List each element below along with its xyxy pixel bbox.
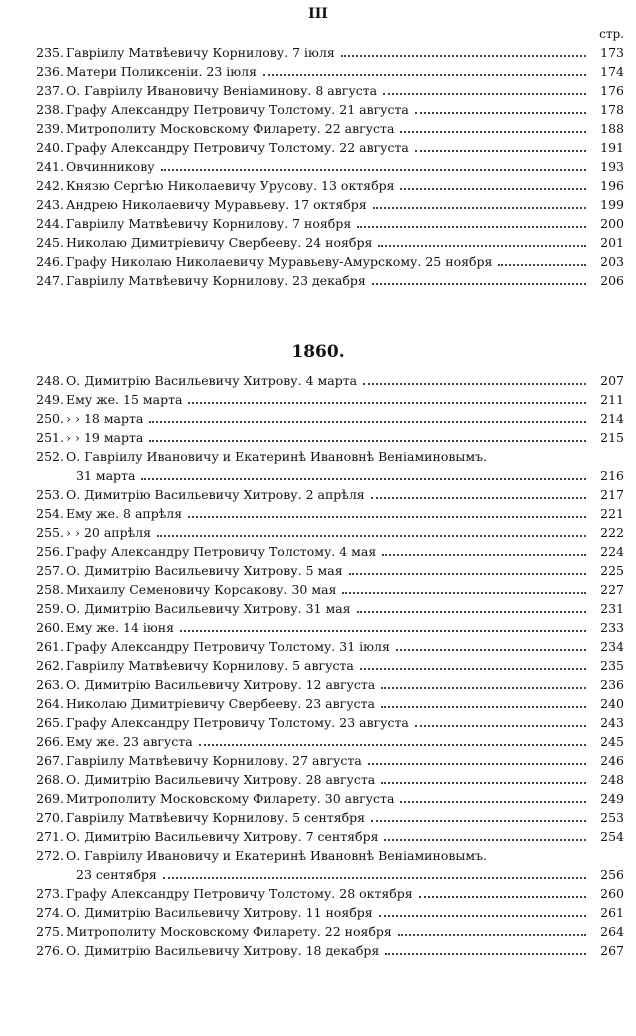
entry-number: 275. xyxy=(36,924,64,939)
leader-dots xyxy=(188,401,586,404)
entry-page: 214 xyxy=(600,411,624,426)
entry-number: 263. xyxy=(36,677,64,692)
leader-dots xyxy=(157,534,586,537)
entry-page: 264 xyxy=(600,924,624,939)
toc-entry xyxy=(0,523,636,542)
entry-number: 256. xyxy=(36,544,64,559)
toc-entry xyxy=(0,941,636,960)
entry-page: 211 xyxy=(600,392,624,407)
entry-title: Гаврiилу Матвѣевичу Корнилову. 23 декабря xyxy=(66,273,366,288)
entry-number: 267. xyxy=(36,753,64,768)
entry-number: 238. xyxy=(36,102,64,117)
leader-dots xyxy=(383,92,586,95)
entry-page: 224 xyxy=(600,544,624,559)
entry-page: 193 xyxy=(600,159,624,174)
entry-title: Гаврiилу Матвѣевичу Корнилову. 27 августа xyxy=(66,753,362,768)
entry-number: 264. xyxy=(36,696,64,711)
entry-title: Графу Александру Петровичу Толстому. 23 августа xyxy=(66,715,409,730)
leader-dots xyxy=(141,477,586,480)
entry-number: 251. xyxy=(36,430,64,445)
entry-number: 270. xyxy=(36,810,64,825)
toc-entry xyxy=(0,100,636,119)
entry-number: 237. xyxy=(36,83,64,98)
entry-page: 248 xyxy=(600,772,624,787)
entry-number: 265. xyxy=(36,715,64,730)
entry-number: 261. xyxy=(36,639,64,654)
entry-title: О. Димитрiю Васильевичу Хитрову. 2 апрѣля xyxy=(66,487,365,502)
entry-title: Ему же. 14 iюня xyxy=(66,620,174,635)
toc-entry-continuation xyxy=(0,466,636,485)
entry-page: 215 xyxy=(600,430,624,445)
leader-dots xyxy=(161,168,586,171)
toc-entry xyxy=(0,789,636,808)
entry-title: О. Димитрiю Васильевичу Хитрову. 4 марта xyxy=(66,373,358,388)
leader-dots xyxy=(415,724,586,727)
entry-number: 246. xyxy=(36,254,64,269)
entry-page: 267 xyxy=(600,943,624,958)
entry-title: Михаилу Семеновичу Корсакову. 30 мая xyxy=(66,582,337,597)
toc-entry xyxy=(0,409,636,428)
leader-dots xyxy=(498,263,586,266)
leader-dots xyxy=(188,515,586,518)
entry-title: О. Димитрiю Васильевичу Хитрову. 31 мая xyxy=(66,601,351,616)
toc-entry-continuation xyxy=(0,865,636,884)
entry-page: 233 xyxy=(600,620,624,635)
leader-dots xyxy=(381,686,586,689)
toc-entry xyxy=(0,485,636,504)
entry-title: О. Гаврiилу Ивановичу и Екатеринѣ Ивановнѣ Венiаминовымъ. xyxy=(66,449,487,464)
entry-title: Митрополиту Московскому Филарету. 30 августа xyxy=(66,791,395,806)
entry-number: 244. xyxy=(36,216,64,231)
entry-title: Графу Александру Петровичу Толстому. 4 мая xyxy=(66,544,377,559)
toc-entry xyxy=(0,176,636,195)
entry-number: 248. xyxy=(36,373,64,388)
entry-number: 253. xyxy=(36,487,64,502)
leader-dots xyxy=(382,553,586,556)
entry-title: Митрополиту Московскому Филарету. 22 ноября xyxy=(66,924,392,939)
entry-title: Гаврiилу Матвѣевичу Корнилову. 7 ноября xyxy=(66,216,352,231)
leader-dots xyxy=(384,838,586,841)
toc-entry xyxy=(0,157,636,176)
entry-title: › › 18 марта xyxy=(66,411,144,426)
toc-entry xyxy=(0,808,636,827)
entry-page: 188 xyxy=(600,121,624,136)
entry-number: 250. xyxy=(36,411,64,426)
leader-dots xyxy=(372,282,586,285)
entry-number: 242. xyxy=(36,178,64,193)
toc-entry xyxy=(0,390,636,409)
toc-entry xyxy=(0,827,636,846)
page-column-label: стр. xyxy=(599,27,624,41)
toc-entry xyxy=(0,138,636,157)
leader-dots xyxy=(149,420,586,423)
leader-dots xyxy=(180,629,586,632)
toc-entry xyxy=(0,675,636,694)
leader-dots xyxy=(342,591,586,594)
toc-entry xyxy=(0,903,636,922)
leader-dots xyxy=(378,244,586,247)
entry-number: 257. xyxy=(36,563,64,578)
entry-page: 196 xyxy=(600,178,624,193)
entry-page: 245 xyxy=(600,734,624,749)
toc-entry xyxy=(0,371,636,390)
leader-dots xyxy=(400,800,586,803)
entry-page: 260 xyxy=(600,886,624,901)
entry-number: 274. xyxy=(36,905,64,920)
entry-title: Гаврiилу Матвѣевичу Корнилову. 7 iюля xyxy=(66,45,335,60)
toc-entry xyxy=(0,922,636,941)
entry-number: 260. xyxy=(36,620,64,635)
leader-dots xyxy=(373,206,586,209)
toc-entry xyxy=(0,214,636,233)
entry-title: › › 19 марта xyxy=(66,430,144,445)
leader-dots xyxy=(398,933,586,936)
entry-page: 256 xyxy=(600,867,624,882)
toc-entry xyxy=(0,770,636,789)
entry-title-continuation: 31 марта xyxy=(76,468,136,483)
leader-dots xyxy=(371,496,586,499)
leader-dots xyxy=(415,111,586,114)
entry-title: Князю Сергѣю Николаевичу Урусову. 13 октября xyxy=(66,178,395,193)
toc-entry xyxy=(0,656,636,675)
leader-dots xyxy=(385,952,586,955)
entry-title: Гаврiилу Матвѣевичу Корнилову. 5 августа xyxy=(66,658,354,673)
entry-number: 268. xyxy=(36,772,64,787)
leader-dots xyxy=(341,54,586,57)
toc-entry xyxy=(0,599,636,618)
entry-number: 235. xyxy=(36,45,64,60)
toc-entry xyxy=(0,119,636,138)
entry-title: О. Димитрiю Васильевичу Хитрову. 11 ноября xyxy=(66,905,373,920)
entry-title: О. Димитрiю Васильевичу Хитрову. 28 августа xyxy=(66,772,376,787)
entry-title: Матери Поликсенiи. 23 iюля xyxy=(66,64,257,79)
entry-number: 273. xyxy=(36,886,64,901)
leader-dots xyxy=(363,382,586,385)
toc-section-1859 xyxy=(0,43,636,290)
entry-page: 206 xyxy=(600,273,624,288)
entry-title: Графу Александру Петровичу Толстому. 21 августа xyxy=(66,102,409,117)
toc-entry xyxy=(0,233,636,252)
leader-dots xyxy=(163,876,586,879)
entry-page: 203 xyxy=(600,254,624,269)
entry-number: 259. xyxy=(36,601,64,616)
entry-page: 174 xyxy=(600,64,624,79)
entry-title: Гаврiилу Матвѣевичу Корнилову. 5 сентября xyxy=(66,810,366,825)
toc-entry xyxy=(0,271,636,290)
entry-page: 253 xyxy=(600,810,624,825)
leader-dots xyxy=(357,610,586,613)
entry-page: 225 xyxy=(600,563,624,578)
entry-page: 246 xyxy=(600,753,624,768)
entry-page: 243 xyxy=(600,715,624,730)
toc-entry xyxy=(0,81,636,100)
leader-dots xyxy=(379,914,586,917)
entry-page: 227 xyxy=(600,582,624,597)
entry-number: 269. xyxy=(36,791,64,806)
entry-number: 255. xyxy=(36,525,64,540)
entry-page: 234 xyxy=(600,639,624,654)
entry-number: 243. xyxy=(36,197,64,212)
entry-page: 199 xyxy=(600,197,624,212)
leader-dots xyxy=(381,781,586,784)
leader-dots xyxy=(415,149,586,152)
entry-title-continuation: 23 сентября xyxy=(76,867,157,882)
entry-number: 240. xyxy=(36,140,64,155)
entry-page: 235 xyxy=(600,658,624,673)
entry-title: Графу Николаю Николаевичу Муравьеву-Амурскому. 25 ноября xyxy=(66,254,493,269)
toc-entry xyxy=(0,62,636,81)
leader-dots xyxy=(149,439,586,442)
year-heading: 1860. xyxy=(291,342,345,362)
entry-number: 258. xyxy=(36,582,64,597)
entry-title: О. Димитрiю Васильевичу Хитрову. 5 мая xyxy=(66,563,343,578)
toc-entry xyxy=(0,751,636,770)
toc-entry xyxy=(0,504,636,523)
entry-page: 236 xyxy=(600,677,624,692)
toc-entry xyxy=(0,561,636,580)
entry-title: Графу Александру Петровичу Толстому. 28 октября xyxy=(66,886,413,901)
entry-number: 247. xyxy=(36,273,64,288)
entry-page: 173 xyxy=(600,45,624,60)
toc-entry xyxy=(0,428,636,447)
entry-title: О. Димитрiю Васильевичу Хитрову. 12 августа xyxy=(66,677,376,692)
entry-title: Николаю Димитрiевичу Свербееву. 24 ноября xyxy=(66,235,373,250)
entry-page: 201 xyxy=(600,235,624,250)
entry-number: 241. xyxy=(36,159,64,174)
toc-entry xyxy=(0,447,636,466)
entry-title: Ему же. 8 апрѣля xyxy=(66,506,183,521)
entry-page: 191 xyxy=(600,140,624,155)
entry-title: О. Димитрiю Васильевичу Хитрову. 7 сентября xyxy=(66,829,379,844)
leader-dots xyxy=(349,572,586,575)
entry-page: 216 xyxy=(600,468,624,483)
leader-dots xyxy=(396,648,586,651)
entry-page: 178 xyxy=(600,102,624,117)
toc-entry xyxy=(0,637,636,656)
entry-page: 240 xyxy=(600,696,624,711)
toc-entry xyxy=(0,713,636,732)
entry-page: 222 xyxy=(600,525,624,540)
entry-title: О. Гаврiилу Ивановичу Венiаминову. 8 августа xyxy=(66,83,378,98)
entry-number: 239. xyxy=(36,121,64,136)
entry-number: 236. xyxy=(36,64,64,79)
entry-title: Андрею Николаевичу Муравьеву. 17 октября xyxy=(66,197,367,212)
entry-number: 252. xyxy=(36,449,64,464)
toc-entry xyxy=(0,580,636,599)
entry-number: 272. xyxy=(36,848,64,863)
toc-entry xyxy=(0,694,636,713)
entry-number: 254. xyxy=(36,506,64,521)
entry-page: 217 xyxy=(600,487,624,502)
entry-page: 176 xyxy=(600,83,624,98)
entry-page: 249 xyxy=(600,791,624,806)
toc-entry xyxy=(0,195,636,214)
entry-page: 200 xyxy=(600,216,624,231)
entry-title: Графу Александру Петровичу Толстому. 22 августа xyxy=(66,140,409,155)
entry-number: 249. xyxy=(36,392,64,407)
toc-entry xyxy=(0,618,636,637)
entry-title: Овчинникову xyxy=(66,159,155,174)
leader-dots xyxy=(199,743,586,746)
toc-entry xyxy=(0,884,636,903)
entry-title: Ему же. 23 августа xyxy=(66,734,193,749)
leader-dots xyxy=(400,187,586,190)
toc-entry xyxy=(0,732,636,751)
entry-page: 231 xyxy=(600,601,624,616)
entry-title: Графу Александру Петровичу Толстому. 31 iюля xyxy=(66,639,390,654)
entry-title: Николаю Димитрiевичу Свербееву. 23 августа xyxy=(66,696,375,711)
leader-dots xyxy=(360,667,586,670)
leader-dots xyxy=(381,705,586,708)
leader-dots xyxy=(419,895,586,898)
leader-dots xyxy=(368,762,586,765)
entry-number: 245. xyxy=(36,235,64,250)
entry-number: 276. xyxy=(36,943,64,958)
entry-title: Ему же. 15 марта xyxy=(66,392,183,407)
toc-entry xyxy=(0,846,636,865)
leader-dots xyxy=(400,130,586,133)
entry-title: О. Гаврiилу Ивановичу и Екатеринѣ Ивановнѣ Венiаминовымъ. xyxy=(66,848,487,863)
entry-title: О. Димитрiю Васильевичу Хитрову. 18 декабря xyxy=(66,943,380,958)
leader-dots xyxy=(357,225,586,228)
toc-section-1860 xyxy=(0,371,636,960)
entry-number: 266. xyxy=(36,734,64,749)
entry-page: 254 xyxy=(600,829,624,844)
toc-entry xyxy=(0,43,636,62)
entry-page: 221 xyxy=(600,506,624,521)
toc-entry xyxy=(0,542,636,561)
entry-title: › › 20 апрѣля xyxy=(66,525,151,540)
toc-entry xyxy=(0,252,636,271)
entry-number: 262. xyxy=(36,658,64,673)
entry-title: Митрополиту Московскому Филарету. 22 августа xyxy=(66,121,395,136)
entry-page: 261 xyxy=(600,905,624,920)
entry-number: 271. xyxy=(36,829,64,844)
page-number: III xyxy=(308,6,328,22)
leader-dots xyxy=(371,819,586,822)
leader-dots xyxy=(263,73,586,76)
entry-page: 207 xyxy=(600,373,624,388)
